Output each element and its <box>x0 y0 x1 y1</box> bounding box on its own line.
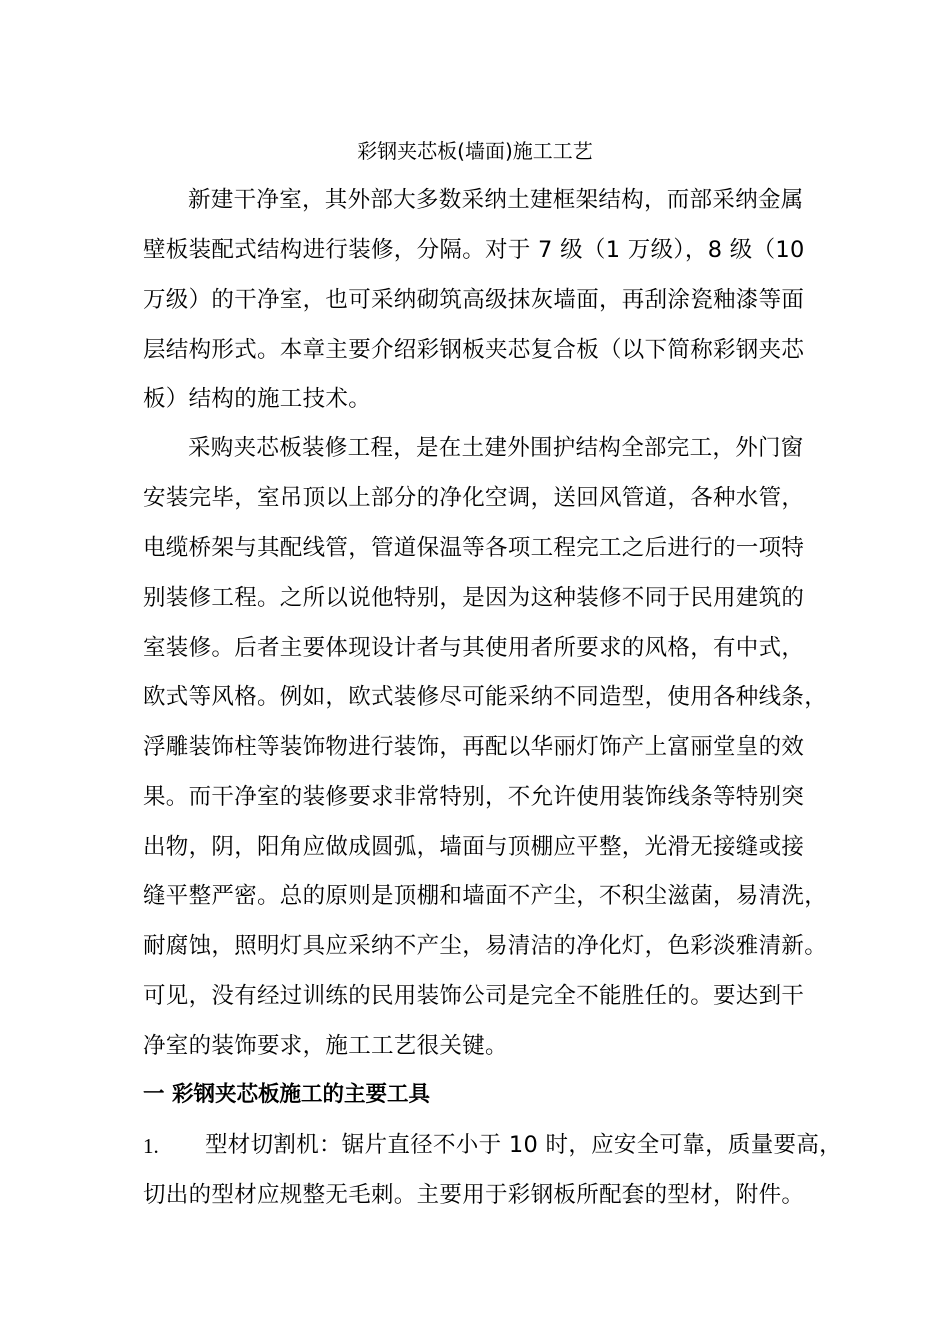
paragraph-2-line: 净室的装饰要求，施工工艺很关键。 <box>143 1033 508 1059</box>
paragraph-2-line: 采购夹芯板装修工程，是在土建外围护结构全部完工，外门窗 <box>188 435 804 461</box>
paragraph-1-line: 壁板装配式结构进行装修，分隔。对于 7 级（1 万级），8 级（10 <box>143 237 805 263</box>
list-item-text-continuation: 切出的型材应规整无毛刺。主要用于彩钢板所配套的型材，附件。 <box>143 1182 805 1208</box>
paragraph-2-line: 别装修工程。之所以说他特别，是因为这种装修不同于民用建筑的 <box>143 585 805 611</box>
paragraph-2-line: 耐腐蚀，照明灯具应采纳不产尘，易清洁的净化灯，色彩淡雅清新。 <box>143 933 828 959</box>
paragraph-2-line: 浮雕装饰柱等装饰物进行装饰，再配以华丽灯饰产上富丽堂皇的效 <box>143 734 805 760</box>
document-title: 彩钢夹芯板(墙面)施工工艺 <box>357 139 593 163</box>
paragraph-1-line: 板）结构的施工技术。 <box>143 386 372 412</box>
paragraph-2-line: 安装完毕，室吊顶以上部分的净化空调，送回风管道，各种水管， <box>143 485 805 511</box>
list-item-text: 型材切割机：锯片直径不小于 10 时，应安全可靠，质量要高， <box>205 1132 842 1158</box>
paragraph-2-line: 果。而干净室的装修要求非常特别，不允许使用装饰线条等特别突 <box>143 784 805 810</box>
paragraph-2-line: 电缆桥架与其配线管，管道保温等各项工程完工之后进行的一项特 <box>143 535 805 561</box>
paragraph-2-line: 欧式等风格。例如，欧式装修尽可能采纳不同造型，使用各种线条， <box>143 684 828 710</box>
paragraph-2-line: 出物，阴，阳角应做成圆弧，墙面与顶棚应平整，光滑无接缝或接 <box>143 834 805 860</box>
paragraph-1-line: 万级）的干净室，也可采纳砌筑高级抹灰墙面，再刮涂瓷釉漆等面 <box>143 287 805 313</box>
paragraph-1-line: 新建干净室，其外部大多数采纳土建框架结构，而部采纳金属 <box>188 187 804 213</box>
paragraph-2-line: 可见，没有经过训练的民用装饰公司是完全不能胜任的。要达到干 <box>143 983 805 1009</box>
list-item-number: 1. <box>143 1134 159 1158</box>
paragraph-2-line: 室装修。后者主要体现设计者与其使用者所要求的风格，有中式， <box>143 635 805 661</box>
paragraph-1-line: 层结构形式。本章主要介绍彩钢板夹芯复合板（以下简称彩钢夹芯 <box>143 337 805 363</box>
section-heading: 一 彩钢夹芯板施工的主要工具 <box>143 1082 430 1107</box>
paragraph-2-line: 缝平整严密。总的原则是顶棚和墙面不产尘，不积尘滋菌，易清洗， <box>143 883 828 909</box>
